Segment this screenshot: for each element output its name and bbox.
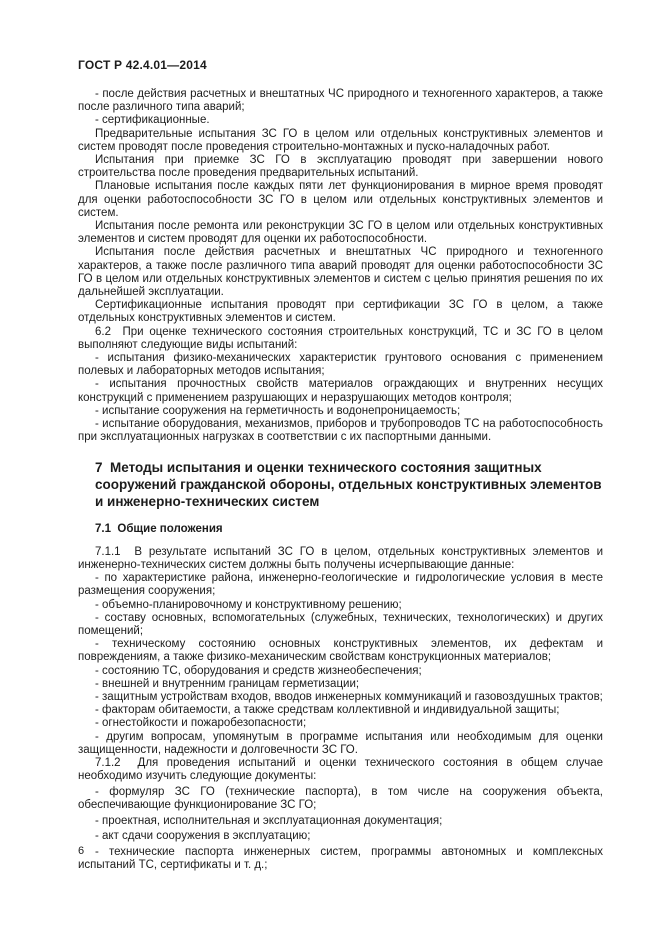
- document-content: [78, 88, 603, 873]
- paragraph: Испытания после действия расчетных и внештатных ЧС природного и техногенного характеров, а также после различного типа аварий проводят для оценки работоспособности ЗС ГО в целом или отдельных конструктивных элементов и систем с целью принятия решения по их дальнейшей эксплуатации.: [78, 246, 603, 299]
- paragraph: 6.2 При оценке технического состояния строительных конструкций, ТС и ЗС ГО в целом выполняют следующие виды испытаний:: [78, 325, 603, 351]
- paragraph: 7.1.1 В результате испытаний ЗС ГО в целом, отдельных конструктивных элементов и инженерно-технических систем должны быть получены исчерпывающие данные:: [78, 545, 603, 571]
- list-item: - защитным устройствам входов, вводов инженерных коммуникаций и газовоздушных трактов;: [95, 690, 603, 703]
- list-item: - после действия расчетных и внештатных ЧС природного и техногенного характеров, а также после различного типа аварий;: [78, 88, 603, 114]
- paragraph: Испытания при приемке ЗС ГО в эксплуатацию проводят при завершении нового строительства после проведения предварительных испытаний.: [78, 154, 603, 180]
- list-item: - по характеристике района, инженерно-геологические и гидрологические условия в месте размещения сооружения;: [78, 572, 603, 598]
- list-item: - другим вопросам, упомянутым в программе испытания или необходимым для оценки защищенности, надежности и долговечности ЗС ГО.: [78, 730, 603, 756]
- running-header-doc-code: ГОСТ Р 42.4.01—2014: [78, 58, 207, 72]
- list-item: - проектная, исполнительная и эксплуатационная документация;: [95, 814, 443, 827]
- list-item: - испытание сооружения на герметичность и водонепроницаемость;: [95, 404, 461, 417]
- list-item: - испытания физико-механических характеристик грунтового основания с применением полевых и лабораторных методов испытания;: [78, 352, 603, 378]
- subsection-heading: 7.1 Общие положения: [95, 523, 223, 536]
- list-item: - составу основных, вспомогательных (служебных, технических, технологических) и других помещений;: [78, 611, 603, 637]
- list-item: - техническому состоянию основных конструктивных элементов, их дефектам и повреждениям, а также физико-механическим свойствам конструкционных материалов;: [78, 638, 603, 664]
- list-item: - огнестойкости и пожаробезопасности;: [95, 717, 307, 730]
- list-item: - формуляр ЗС ГО (технические паспорта), в том числе на сооружения объекта, обеспечивающие функционирование ЗС ГО;: [78, 785, 603, 812]
- paragraph: 7.1.2 Для проведения испытаний и оценки технического состояния в общем случае необходимо изучить следующие документы:: [78, 756, 603, 783]
- page-number: 6: [78, 845, 85, 857]
- list-item: - объемно-планировочному и конструктивному решению;: [95, 598, 402, 611]
- list-item: - состоянию ТС, оборудования и средств жизнеобеспечения;: [95, 664, 422, 677]
- list-item: - внешней и внутренним границам герметизации;: [95, 677, 360, 690]
- list-item: - сертификационные.: [95, 114, 210, 127]
- list-item: - испытание оборудования, механизмов, приборов и трубопроводов ТС на работоспособность при эксплуатационных нагрузках в соответствии с их паспортными данными.: [78, 418, 603, 444]
- section-heading: 7 Методы испытания и оценки технического состояния защитных сооружений гражданской обороны, отдельных конструктивных элементов и инженерно-технических систем: [95, 460, 602, 510]
- list-item: - технические паспорта инженерных систем, программы автономных и комплексных испытаний ТС, сертификаты и т. д.;: [78, 846, 603, 872]
- list-item: - испытания прочностных свойств материалов ограждающих и внутренних несущих конструкций с применением разрушающих и неразрушающих методов контроля;: [78, 378, 603, 404]
- list-item: - факторам обитаемости, а также средствам коллективной и индивидуальной защиты;: [95, 704, 560, 717]
- paragraph: Плановые испытания после каждых пяти лет функционирования в мирное время проводят для оценки работоспособности ЗС ГО в целом или отдельных конструктивных элементов и систем.: [78, 180, 603, 219]
- list-item: - акт сдачи сооружения в эксплуатацию;: [95, 830, 311, 843]
- paragraph: Предварительные испытания ЗС ГО в целом или отдельных конструктивных элементов и систем проводят после проведения строительно-монтажных и пуско-наладочных работ.: [78, 127, 603, 153]
- paragraph: Сертификационные испытания проводят при сертификации ЗС ГО в целом, а также отдельных конструктивных элементов и систем.: [78, 299, 603, 325]
- paragraph: Испытания после ремонта или реконструкции ЗС ГО в целом или отдельных конструктивных элементов и систем проводят для оценки их работоспособности.: [78, 220, 603, 246]
